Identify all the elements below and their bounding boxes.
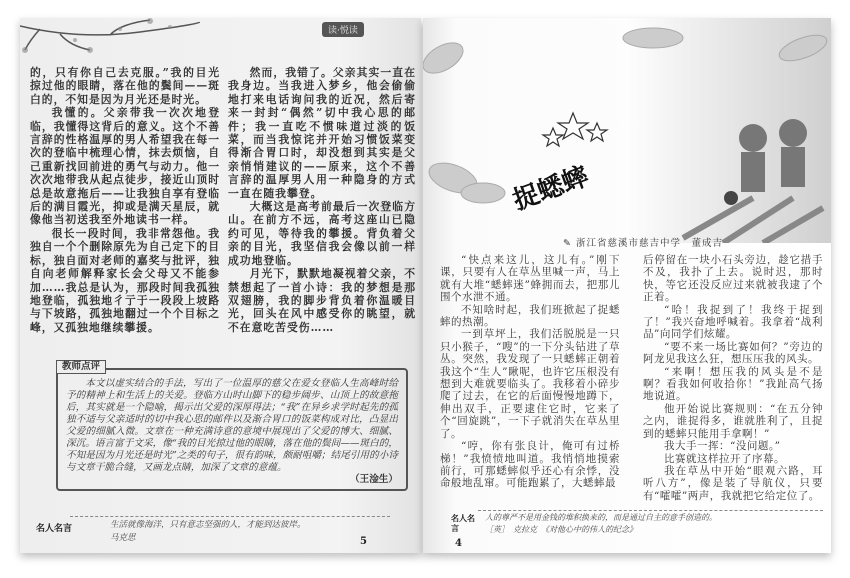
teacher-comment-box (56, 361, 408, 491)
right-page (423, 18, 831, 553)
author-byline (563, 235, 723, 249)
quote-source: ［英］ 克拉克 《对他心中的伟人的纪念》 (485, 525, 637, 534)
paragraph: 我大手一挥：“没问题。” (664, 440, 781, 453)
quote-text: 人的尊严不是用金钱的堆积换来的，而是通过自主的意手创造的。 (485, 513, 717, 522)
byline-text: 浙江省慈溪市慈吉中学 董成吉 (575, 238, 723, 249)
divider (478, 510, 823, 511)
left-page (20, 18, 421, 553)
article-title: 捉蟋蟀 (509, 161, 593, 217)
paragraph: 然而，我错了。父亲其实一直在我身边。当我进入梦乡，他会偷偷地打来电话询问我的近况，然后寄来一封封“偶然”切中我心思的邮件；我一直吃不惯味道过淡的饭菜，而当我惊诧并开始习惯饭菜变得渐合胃口时，却没想到其实是父亲悄悄建议的——原来，这个不善言辞的温厚男人用一种隐身的方式一直在随我攀登。 (228, 66, 416, 200)
quote-text: 生活就像海洋，只有意志坚强的人，才能到达彼岸。 (110, 520, 306, 530)
paragraph: “快点来这儿，这儿有。”刚下课，只要有人在草丛里喊一声，马上就有大堆“蟋蟀迷”蜂拥而去，把那儿围个水泄不通。 (440, 254, 620, 304)
left-column-1 (30, 66, 220, 334)
paragraph: 后停留在一块小石头旁边，趁它措手不及，我扑了上去。说时迟，那时快，等它还没反应过来就被我逮了个正着。 (643, 254, 823, 304)
paragraph: 的，只有你自己去克服。”我的目光掠过他的眼睛，落在他的鬓间——斑白的，不知是因为月光还是时光。 (30, 66, 220, 106)
quote-label: 名人名言 (36, 524, 73, 534)
paragraph: 大概这是高考前最后一次登临方山。在前方不远，高考这座山已隐约可见，等待我的攀援。背负着父亲的目光，我坚信我会像以前一样成功地登临。 (228, 200, 416, 267)
paragraph: “哈！我捉到了！我终于捉到了！”我兴奋地呼喊着。我拿着“战利品”向同学们炫耀。 (643, 303, 823, 341)
famous-quote (110, 519, 306, 545)
right-column-1 (440, 254, 620, 490)
star-icon (543, 113, 607, 146)
children-illustration (423, 18, 831, 243)
column-logo: 读·悦读 (322, 22, 364, 37)
paragraph: “哼，你有张良计，俺可有过桥梯！”我愤愤地叫道。我悄悄地摸索前行，可那蟋蟀似乎还心有余悸，没命般地乱窜。可能跑累了，大蟋蟀最 (440, 440, 620, 490)
teacher-comment-text: 本文以虚实结合的手法，写出了一位温厚的慈父在爱女登临人生高峰时给予的精神上和生活上的关爱。登临方山时山脚下的稳步阔步、山顶上的故意拖后，其实就是一个隐喻，揭示出父爱的深厚得法；“我”在异乡求学时起先的孤独不适与父亲适时的切中我心思的邮件以及渐合胃口的饭菜构成对比，凸显出父爱的细腻入微。文章在一种充满诗意的意境中展现出了父爱的博大、细腻、深沉。语言富于文采，像“我的目光掠过他的眼睛，落在他的鬓间——斑白的，不知是因为月光还是时光”之类的句子，很有韵味，颇耐咀嚼；结尾引用的小诗与文章干脆合缝，又画龙点睛，加深了文章的意蕴。 (66, 378, 398, 473)
left-column-2 (228, 66, 416, 334)
divider (70, 516, 390, 517)
paragraph: 他开始说比赛规则：“在五分钟之内，谁捉得多，谁就胜利了，且捉到的蟋蟀只能用手拿啊！” (643, 402, 823, 440)
tree-branch-illustration (20, 18, 200, 58)
right-column-2 (643, 254, 823, 502)
paragraph: “要不来一场比赛如何？”旁边的阿龙见我这么狂，想压压我的风头。 (643, 340, 823, 366)
teacher-signature: （王淦生） (350, 474, 398, 485)
paragraph: 月光下，默默地凝视着父亲，不禁想起了一首小诗：我的梦想是那双翅膀，我的脚步背负着你温暖目光，回头在风中感受你的眺望，就不在意吃苦受伤…… (228, 267, 416, 334)
paragraph: 我懂的。父亲带我一次次地登临，我懂得这背后的意义。这个不善言辞的性格温厚的男人希望我在每一次的登临中梳理心情，抹去烦恼，自己重新找回前进的勇气与动力。他一次次地带我从起点徒步，接近山顶时总是故意拖后——让我独自享有登临后的满目霞光，抑或是满天星辰，就像他当初送我至外地读书一样。 (30, 106, 220, 227)
paragraph: 比赛就这样拉开了序幕。 (664, 452, 785, 465)
paragraph: 很长一段时间，我非常怨他。我独自一个个删除原先为自己定下的目标，独自面对老师的嘉奖与批评，独自向老师解释家长会父母又不能参加……我总是认为，那段时间我孤独地登临，孤独地彳亍于一段段上坡路与下坡路，孤独地翻过一个个目标之峰，又孤独地继续攀援。 (30, 226, 220, 334)
paragraph: 一到草坪上，我们活脱脱是一只只小猴子，“嗖”的一下分头钻进了草丛。突然，我发现了一只蟋蟀正朝着我这个“生人”瞅呢，也许它压根没有想到大难就要临头了。我移着小碎步爬了过去，在它的后面慢慢地蹲下，伸出双手，正要逮住它时，它来了个“回旋跳”，一下子就消失在草丛里了。 (440, 328, 620, 440)
pencil-icon: ✎ (563, 238, 576, 249)
paragraph: 我在草丛中开始“眼观六路，耳听八方”，像是装了导航仪，只要有“嚯嚯”两声，我就把它给定位了。 (643, 464, 823, 502)
quote-label: 名人名言 (451, 513, 475, 533)
teacher-comment-tag: 教师点评 (56, 360, 106, 374)
paragraph: 不知啥时起，我们班掀起了捉蟋蟀的热潮。 (440, 303, 620, 329)
page-number: 4 (455, 538, 462, 549)
quote-author: 马克思 (110, 533, 136, 543)
page-number: 5 (360, 536, 367, 547)
paragraph: “来啊！想压我的风头是不是啊？看我如何收拾你！”我趾高气扬地说道。 (643, 365, 823, 403)
famous-quote (485, 512, 717, 536)
